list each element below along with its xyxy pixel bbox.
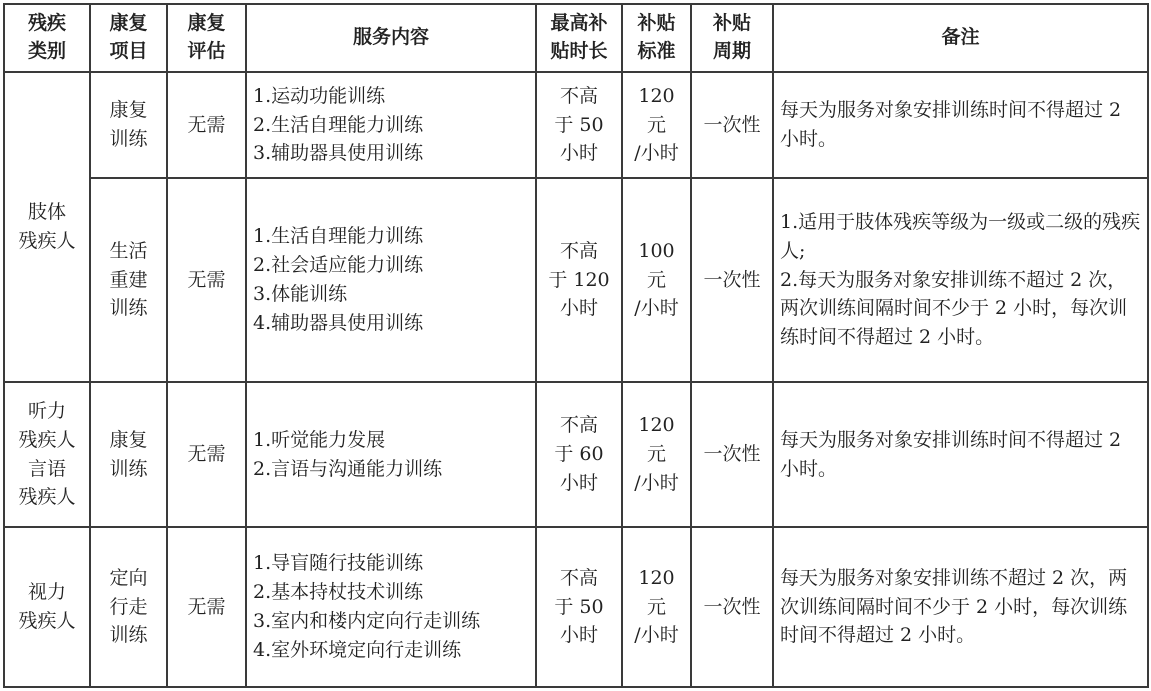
assessment-cell: 无需 xyxy=(167,382,246,527)
note-item: 1.适用于肢体残疾等级为一级或二级的残疾人; xyxy=(780,210,1141,262)
content-item: 3.室内和楼内定向行走训练 xyxy=(253,610,481,632)
content-item: 2.言语与沟通能力训练 xyxy=(253,457,443,480)
header-assessment: 康复 评估 xyxy=(167,4,246,72)
assessment-cell: 无需 xyxy=(167,527,246,687)
project-cell: 定向 行走 训练 xyxy=(90,527,167,687)
content-item: 4.室外环境定向行走训练 xyxy=(253,638,462,661)
table-container xyxy=(3,3,1149,688)
note-item: 每天为服务对象安排训练时间不得超过 2 小时。 xyxy=(780,99,1122,150)
content-item: 1.听觉能力发展 xyxy=(253,428,386,451)
max-hours-cell: 不高 于 50 小时 xyxy=(536,72,622,178)
note-item: 每天为服务对象安排训练时间不得超过 2 小时。 xyxy=(780,428,1122,480)
note-item: 每天为服务对象安排训练不超过 2 次，两次训练间隔时间不少于 2 小时，每次训练时间不得超过 2 小时。 xyxy=(780,566,1128,647)
header-project: 康复 项目 xyxy=(90,4,167,72)
table-row xyxy=(4,72,1148,178)
project-cell: 康复 训练 xyxy=(90,72,167,178)
note-cell xyxy=(773,178,1148,382)
content-cell xyxy=(246,72,536,178)
content-item: 1.运动功能训练 xyxy=(253,84,386,107)
header-row xyxy=(4,4,1148,72)
note-cell xyxy=(773,72,1148,178)
header-standard: 补贴 标准 xyxy=(622,4,691,72)
content-item: 2.基本持杖技术训练 xyxy=(253,581,424,604)
content-item: 3.体能训练 xyxy=(253,283,348,305)
max-hours-cell: 不高 于 60 小时 xyxy=(536,382,622,527)
project-cell: 康复 训练 xyxy=(90,382,167,527)
category-cell: 视力 残疾人 xyxy=(4,527,90,687)
category-cell: 肢体 残疾人 xyxy=(4,72,90,382)
note-cell xyxy=(773,382,1148,527)
content-item: 1.导盲随行技能训练 xyxy=(253,552,424,575)
table-row xyxy=(4,178,1148,382)
header-note: 备注 xyxy=(773,4,1148,72)
standard-cell: 120 元 /小时 xyxy=(622,527,691,687)
header-max-hours: 最高补 贴时长 xyxy=(536,4,622,72)
category-cell: 听力 残疾人 言语 残疾人 xyxy=(4,382,90,527)
content-cell xyxy=(246,527,536,687)
max-hours-cell: 不高 于 120 小时 xyxy=(536,178,622,382)
note-item: 2.每天为服务对象安排训练不超过 2 次，两次训练间隔时间不少于 2 小时，每次训练时间不得超过 2 小时。 xyxy=(780,268,1128,349)
cycle-cell: 一次性 xyxy=(691,527,773,687)
note-cell xyxy=(773,527,1148,687)
table-row xyxy=(4,527,1148,687)
content-cell xyxy=(246,178,536,382)
assessment-cell: 无需 xyxy=(167,72,246,178)
content-item: 4.辅助器具使用训练 xyxy=(253,311,424,334)
standard-cell: 120 元 /小时 xyxy=(622,382,691,527)
cycle-cell: 一次性 xyxy=(691,72,773,178)
content-item: 3.辅助器具使用训练 xyxy=(253,142,424,165)
content-item: 2.生活自理能力训练 xyxy=(253,113,424,136)
max-hours-cell: 不高 于 50 小时 xyxy=(536,527,622,687)
subsidy-table xyxy=(3,3,1149,688)
cycle-cell: 一次性 xyxy=(691,178,773,382)
table-row xyxy=(4,382,1148,527)
header-content: 服务内容 xyxy=(246,4,536,72)
project-cell: 生活 重建 训练 xyxy=(90,178,167,382)
cycle-cell: 一次性 xyxy=(691,382,773,527)
standard-cell: 100 元 /小时 xyxy=(622,178,691,382)
standard-cell: 120 元 /小时 xyxy=(622,72,691,178)
content-item: 1.生活自理能力训练 xyxy=(253,225,424,248)
header-cycle: 补贴 周期 xyxy=(691,4,773,72)
content-cell xyxy=(246,382,536,527)
content-item: 2.社会适应能力训练 xyxy=(253,254,424,277)
header-category: 残疾 类别 xyxy=(4,4,90,72)
assessment-cell: 无需 xyxy=(167,178,246,382)
